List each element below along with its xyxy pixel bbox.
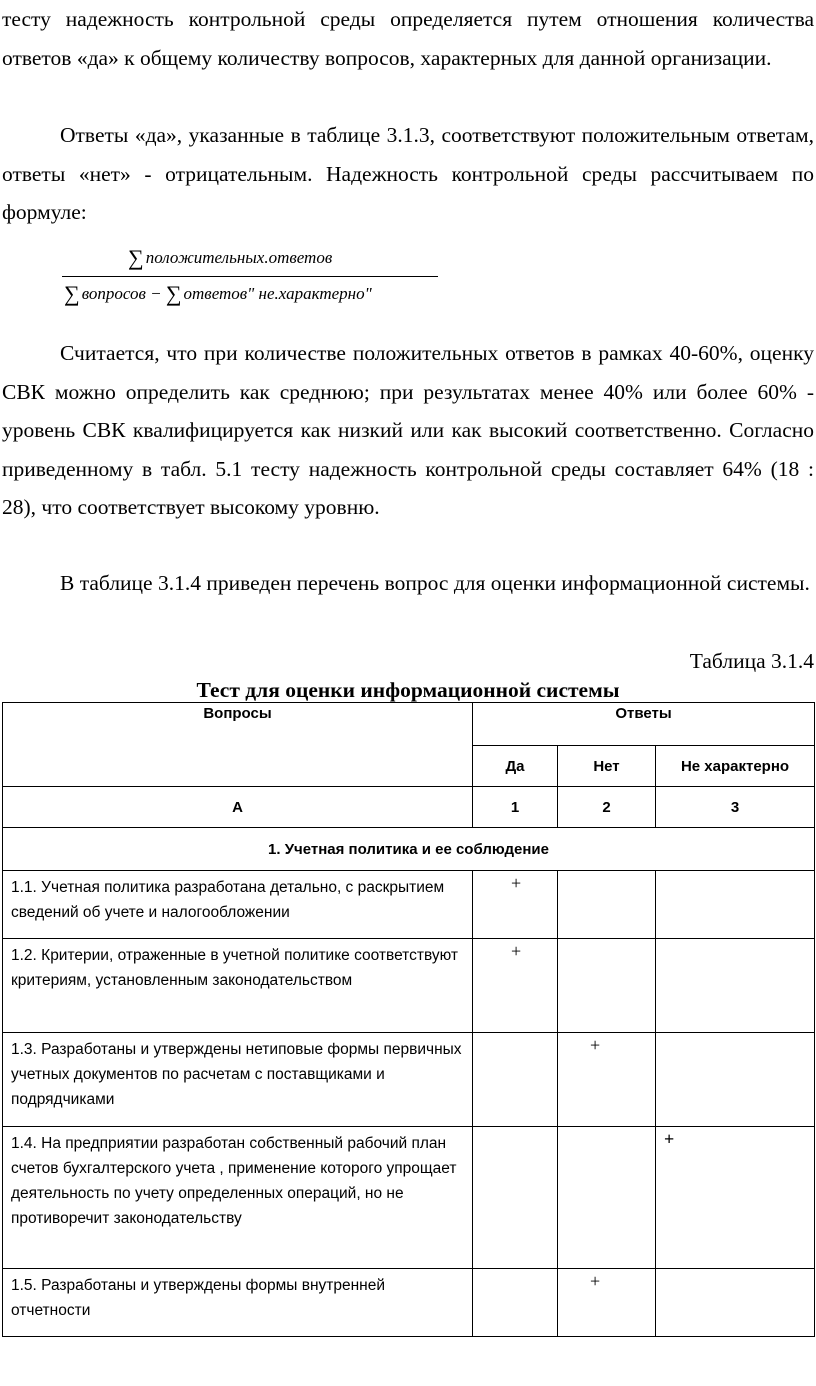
formula-den-part1: вопросов: [81, 284, 146, 303]
table-row: [3, 939, 815, 1033]
header-questions: Вопросы: [3, 703, 473, 787]
minus-sign: −: [145, 284, 166, 303]
formula-denominator: [64, 281, 372, 307]
table-row: [3, 1269, 815, 1337]
sum-symbol: ∑: [165, 281, 182, 306]
paragraph-3: [2, 334, 814, 527]
answer-na-cell: [656, 871, 815, 939]
table-row: [3, 1127, 815, 1269]
answer-no-cell: +: [558, 1033, 656, 1127]
paragraph-2: [2, 116, 814, 232]
header-answers: Ответы: [473, 703, 815, 746]
answer-na-cell: [656, 939, 815, 1033]
answer-no-cell: +: [558, 1269, 656, 1337]
answer-na-cell: +: [656, 1127, 815, 1269]
table-title: Тест для оценки информационной системы: [196, 678, 620, 702]
answer-no-cell: [558, 1127, 656, 1269]
paragraph-3-text: Считается, что при количестве положительных ответов в рамках 40-60%, оценку СВК можно определить как среднюю; при результатах менее 40% или более 60% - уровень СВК квалифицируется как низкий или как высокий соответственно. Согласно приведенному в табл. 5.1 тесту надежность контрольной среды составляет 64% (18 : 28), что соответствует высокому уровню.: [2, 341, 814, 519]
sum-symbol: ∑: [128, 245, 144, 270]
index-2: 2: [558, 787, 656, 828]
paragraph-1: [2, 0, 814, 77]
fraction-line: [62, 276, 438, 277]
question-cell: 1.4. На предприятии разработан собственный рабочий план счетов бухгалтерского учета , применение которого упрощает деятельность по учету определенных операций, но не противоречит законодательству: [3, 1127, 473, 1269]
question-cell: 1.1. Учетная политика разработана детально, с раскрытием сведений об учете и налогообложении: [3, 871, 473, 939]
answer-yes-cell: +: [473, 871, 558, 939]
paragraph-2-text: Ответы «да», указанные в таблице 3.1.3, соответствуют положительным ответам, ответы «нет» - отрицательным. Надежность контрольной среды рассчитываем по формуле:: [2, 123, 814, 224]
answer-yes-cell: [473, 1033, 558, 1127]
header-not-applicable: Не характерно: [656, 746, 815, 787]
table-row: [3, 871, 815, 939]
answer-yes-cell: +: [473, 939, 558, 1033]
index-3: 3: [656, 787, 815, 828]
question-cell: 1.3. Разработаны и утверждены нетиповые формы первичных учетных документов по расчетам с поставщиками и подрядчиками: [3, 1033, 473, 1127]
header-yes: Да: [473, 746, 558, 787]
question-cell: 1.2. Критерии, отраженные в учетной политике соответствуют критериям, установленным законодательством: [3, 939, 473, 1033]
index-a: А: [3, 787, 473, 828]
section-row: [3, 828, 815, 871]
index-row: [3, 787, 815, 828]
table-row: [3, 1033, 815, 1127]
answer-na-cell: [656, 1033, 815, 1127]
sum-symbol: ∑: [64, 281, 80, 306]
answer-yes-cell: [473, 1127, 558, 1269]
paragraph-4: [2, 564, 814, 603]
answer-na-cell: [656, 1269, 815, 1337]
table-caption: Таблица 3.1.4: [689, 649, 814, 673]
paragraph-1-text: тесту надежность контрольной среды определяется путем отношения количества ответов «да» к общему количеству вопросов, характерных для данной организации.: [2, 7, 814, 70]
questions-table: [2, 702, 815, 1337]
paragraph-4-text: В таблице 3.1.4 приведен перечень вопрос для оценки информационной системы.: [60, 571, 810, 595]
header-row: [3, 703, 815, 746]
formula-numerator: [128, 245, 332, 271]
header-no: Нет: [558, 746, 656, 787]
formula-den-part2: ответов" не.характерно": [183, 284, 372, 303]
answer-no-cell: [558, 871, 656, 939]
formula-numerator-text: положительных.ответов: [145, 248, 333, 267]
reliability-formula: [62, 243, 442, 305]
question-cell: 1.5. Разработаны и утверждены формы внутренней отчетности: [3, 1269, 473, 1337]
answer-no-cell: [558, 939, 656, 1033]
index-1: 1: [473, 787, 558, 828]
section-title: 1. Учетная политика и ее соблюдение: [3, 828, 815, 871]
answer-yes-cell: [473, 1269, 558, 1337]
